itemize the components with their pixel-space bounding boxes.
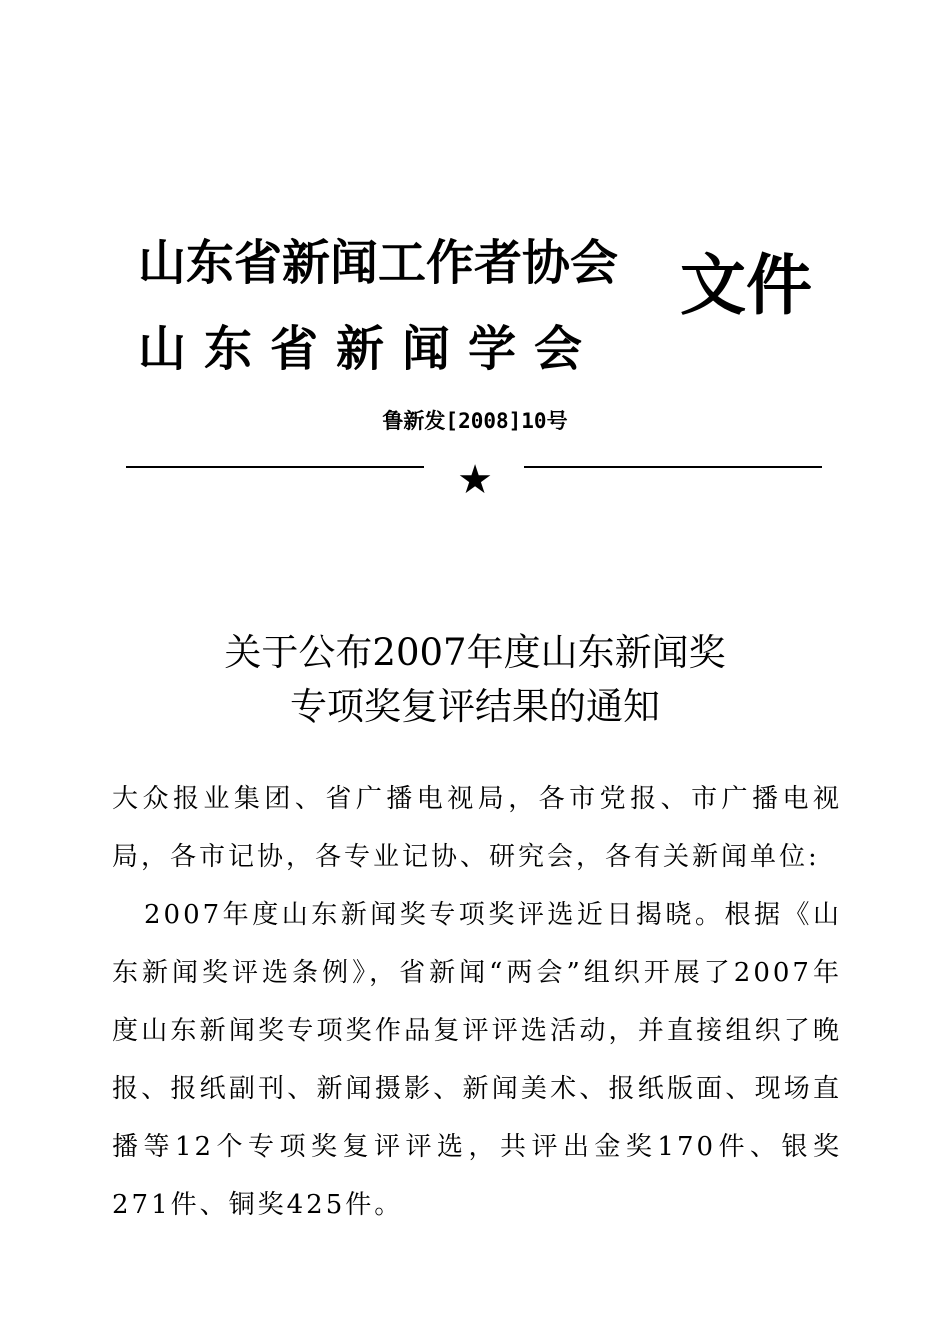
header-divider-right (524, 466, 822, 468)
recipients-paragraph: 大众报业集团、省广播电视局，各市党报、市广播电视局，各市记协，各专业记协、研究会，各有关新闻单位: (112, 784, 842, 872)
issuing-org-secondary: 山东省新闻学会 (138, 321, 601, 377)
document-header (0, 0, 950, 520)
document-label: 文件 (680, 247, 812, 324)
body-paragraph: 2007年度山东新闻奖专项奖评选近日揭晓。根据《山东新闻奖评选条例》，省新闻“两会”组织开展了2007年度山东新闻奖专项奖作品复评评选活动，并直接组织了晚报、报纸副刊、新闻摄影、新闻美术、报纸版面、现场直播等12个专项奖复评评选，共评出金奖170件、银奖271件、铜奖425件。 (112, 900, 842, 1220)
notice-title (0, 626, 950, 734)
notice-title-line-2: 专项奖复评结果的通知 (290, 685, 660, 728)
notice-body (112, 770, 842, 1234)
issuing-org-primary: 山东省新闻工作者协会 (138, 235, 619, 291)
document-number: 鲁新发[2008]10号 (382, 409, 568, 433)
star-icon: ★ (457, 457, 493, 503)
notice-title-line-1: 关于公布2007年度山东新闻奖 (224, 631, 726, 674)
header-divider-left (126, 466, 424, 468)
